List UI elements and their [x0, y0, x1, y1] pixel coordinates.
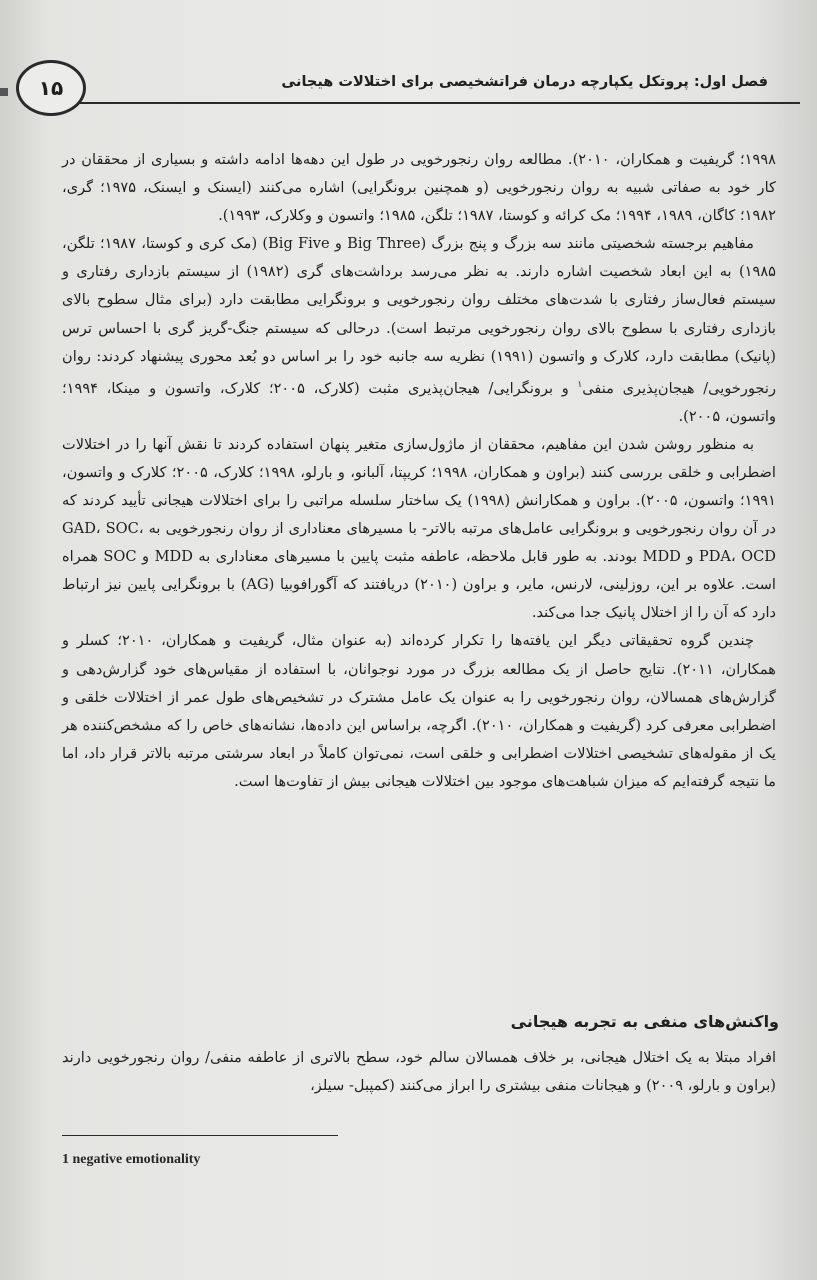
section-text: افراد مبتلا به یک اختلال هیجانی، بر خلاف همسالان سالم خود، سطح بالاتری از عاطفه منفی/ روان رنجورخویی دارند (براون و بارلو، ۲۰۰۹) و هیجانات منفی بیشتری را ابراز می‌کنند (کمپبل- سیلز،	[62, 1049, 776, 1095]
section-heading: واکنش‌های منفی به تجربه هیجانی	[510, 1012, 779, 1031]
paragraph-3: به منظور روشن شدن این مفاهیم، محققان از ماژول‌سازی متغیر پنهان استفاده کردند تا نقش آنها را در اختلالات اضطرابی و خلقی بررسی کنند (براون و همکاران، ۱۹۹۸؛ کریپتا، آلبانو، و بارلو، ۱۹۹۸؛ کلارک، ۲۰۰۵؛ کلارک و واتسون، ۱۹۹۱؛ واتسون، ۲۰۰۵). براون و همکارانش (۱۹۹۸) یک ساختار سلسله مراتبی را برای اختلالات هیجانی تأیید کردند که در آن روان رنجورخویی و برونگرایی عامل‌های مرتبه بالاتر- با مسیرهای معناداری از روان رنجورخویی به GAD، SOC، PDA، OCD و MDD بودند. به طور قابل ملاحظه، عاطفه مثبت پایین با مسیرهای معناداری به MDD و SOC همراه است. علاوه بر این، روزلینی، لارنس، مایر، و براون (۲۰۱۰) دریافتند که آگورافوبیا (AG) با برونگرایی پایین نیز ارتباط دارد که آن را از اختلال پانیک جدا می‌کند.	[62, 435, 777, 622]
page-edge-mark	[0, 88, 8, 96]
footnote-marker: ۱	[577, 379, 583, 390]
page-header	[8, 58, 800, 120]
paragraph-2-end: و برونگرایی/ هیجان‌پذیری مثبت (کلارک، ۲۰۰۵؛ کلارک، واتسون و مینکا، ۱۹۹۴؛ واتسون، ۲۰۰۵).	[62, 379, 776, 425]
main-text	[62, 146, 776, 796]
paragraph-2	[62, 230, 776, 431]
paragraph-2-text: مفاهیم برجسته شخصیتی مانند سه بزرگ و پنج بزرگ (Big Three و Big Five) (مک کری و کوستا، ۱۹۸۷؛ تلگن، ۱۹۸۵) به این ابعاد شخصیت اشاره دارند. به نظر می‌رسد برداشت‌های گری (۱۹۸۲) از سیستم بازداری رفتاری و سیستم فعال‌ساز رفتاری با شدت‌های مختلف روان رنجورخویی و برونگرایی مطابقت دارد (برای مثال سطوح بالای بازداری رفتاری با سطوح بالای روان رنجورخویی مرتبط است). درحالی که سیستم جنگ-گریز گری با احساس ترس (پانیک) مطابقت دارد، کلارک و واتسون (۱۹۹۱) نظریه سه جانبه خود را بر اساس دو بُعد محوری پیشنهاد کردند: روان رنجورخویی/ هیجان‌پذیری منفی	[62, 235, 777, 397]
page-number: ۱۵	[16, 60, 86, 116]
footnote-separator	[62, 1135, 338, 1136]
footnote: 1 negative emotionality	[62, 1152, 201, 1167]
paragraph-1: ۱۹۹۸؛ گریفیت و همکاران، ۲۰۱۰). مطالعه روان رنجورخویی در طول این دهه‌ها ادامه داشته و بسیاری از محققان در کار خود به صفاتی شبیه به روان رنجورخویی (و همچنین برونگرایی) اشاره می‌کنند (ایسنک و ایسنک، ۱۹۷۵؛ گری، ۱۹۸۲؛ کاگان، ۱۹۸۹، ۱۹۹۴؛ مک کرائه و کوستا، ۱۹۸۷؛ تلگن، ۱۹۸۵؛ واتسون و وکلارک، ۱۹۹۳).	[62, 151, 776, 225]
header-rule	[80, 102, 800, 104]
paragraph-4: چندین گروه تحقیقاتی دیگر این یافته‌ها را تکرار کرده‌اند (به عنوان مثال، گریفیت و همکاران، ۲۰۱۰؛ کسلر و همکاران، ۲۰۱۱). نتایج حاصل از یک مطالعه بزرگ در مورد نوجوانان، با استفاده از مقیاس‌های خود گزارش‌دهی و گزارش‌های همسالان، روان رنجورخویی را به عنوان یک عامل مشترک در تشخیص‌های طول عمر از اختلالات خلقی و اضطرابی معرفی کرد (گریفیت و همکاران، ۲۰۱۰). اگرچه، براساس این داده‌ها، نشانه‌های خاص را که مشخص‌کننده هر یک از مقوله‌های تشخیصی اختلالات اضطرابی و خلقی است، نمی‌توان کاملاً در ابعاد سرشتی مرتبه بالاتر قرار داد، اما ما نتیجه گرفته‌ایم که میزان شباهت‌های موجود بین اختلالات هیجانی بیش از تفاوت‌ها است.	[62, 632, 776, 790]
chapter-title: فصل اول: پروتکل یکپارچه درمان فراتشخیصی برای اختلالات هیجانی	[281, 74, 768, 90]
